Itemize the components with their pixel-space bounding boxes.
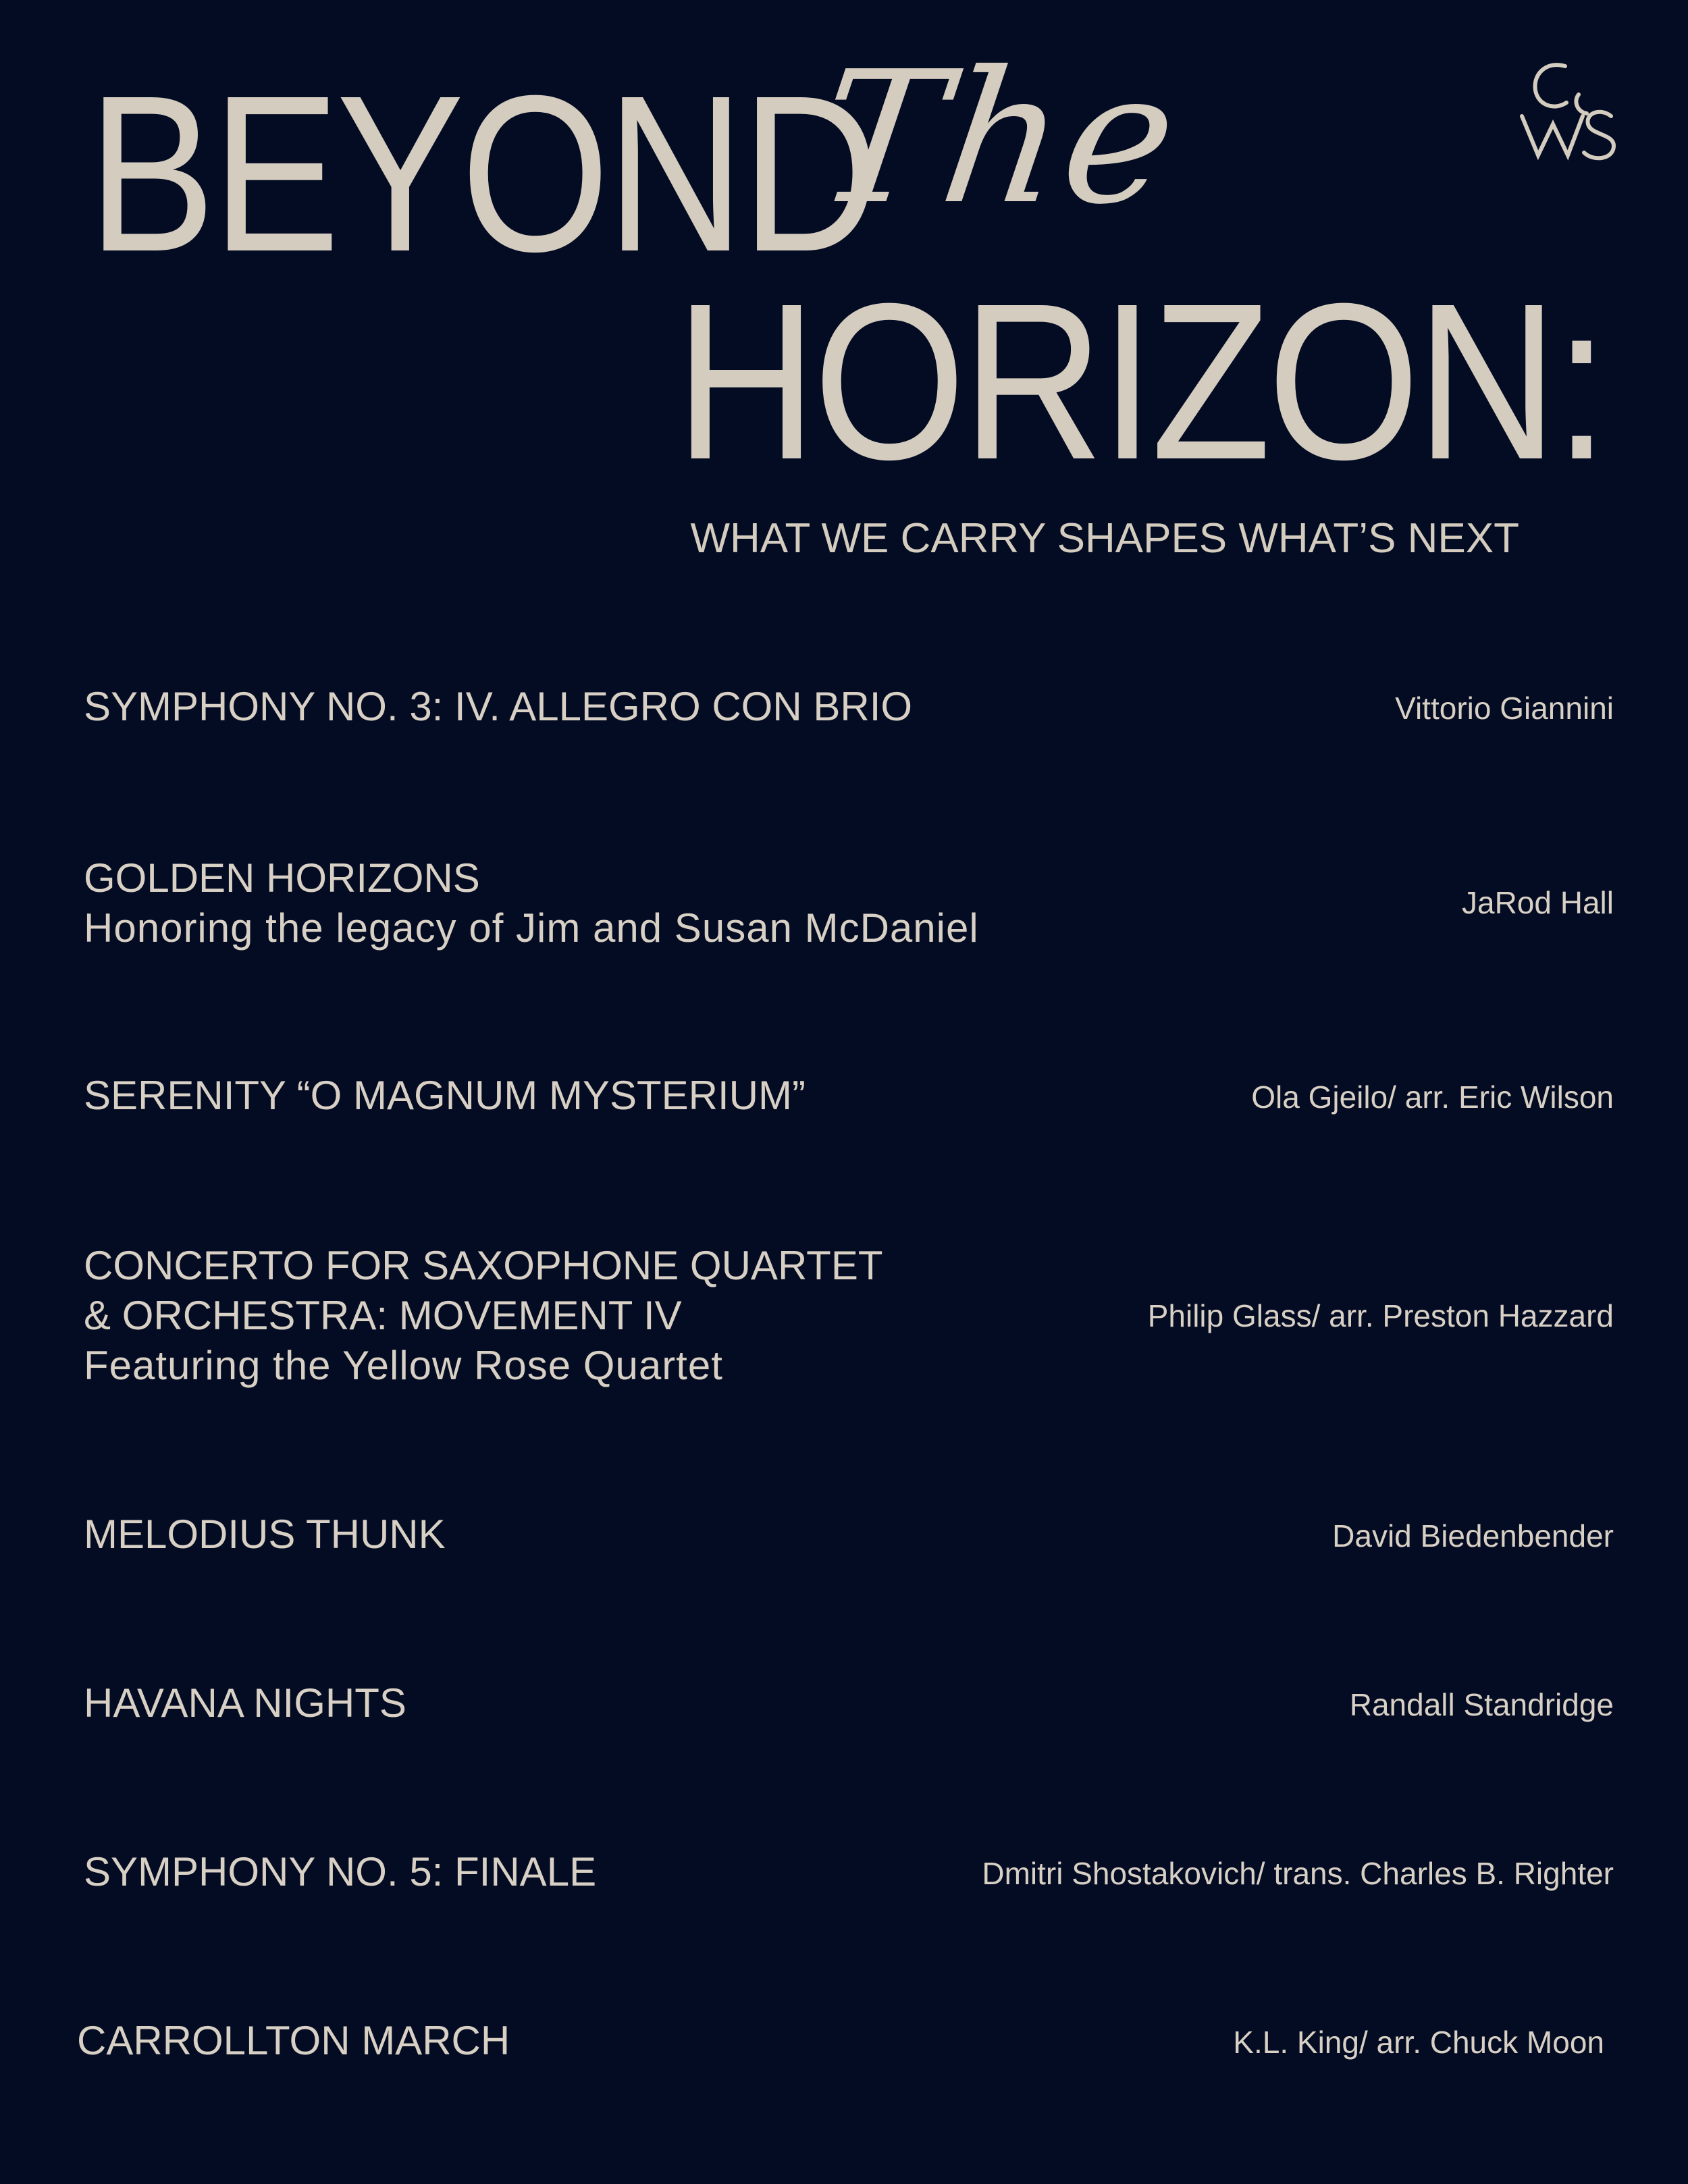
piece-title-block: [84, 853, 979, 953]
title-script-the: The: [806, 32, 1191, 244]
piece-title: GOLDEN HORIZONS: [84, 855, 480, 901]
piece-composer: Ola Gjeilo/ arr. Eric Wilson: [1251, 1080, 1614, 1115]
tagline: WHAT WE CARRY SHAPES WHAT’S NEXT: [690, 515, 1519, 562]
piece-title-block: [84, 1071, 806, 1121]
piece-title: HAVANA NIGHTS: [84, 1680, 406, 1726]
title-beyond: BEYOND: [88, 49, 876, 298]
piece-composer: Vittorio Giannini: [1395, 691, 1614, 726]
piece-title: SERENITY “O MAGNUM MYSTERIUM”: [84, 1073, 806, 1118]
piece-composer: Dmitri Shostakovich/ trans. Charles B. Righter: [982, 1856, 1614, 1891]
piece-composer: K.L. King/ arr. Chuck Moon: [1233, 2025, 1604, 2060]
piece-composer: Randall Standridge: [1349, 1687, 1614, 1722]
piece-title: SYMPHONY NO. 3: IV. ALLEGRO CON BRIO: [84, 684, 913, 729]
piece-title: CONCERTO FOR SAXOPHONE QUARTET: [84, 1243, 883, 1288]
piece-composer: David Biedenbender: [1332, 1518, 1614, 1553]
piece-title-block: [84, 1241, 883, 1391]
cws-monogram-icon: [1512, 54, 1620, 162]
piece-title: MELODIUS THUNK: [84, 1512, 446, 1557]
piece-title-block: [84, 1678, 406, 1728]
piece-dedication: Honoring the legacy of Jim and Susan McDaniel: [84, 905, 979, 951]
piece-title-block: [84, 682, 912, 732]
title-horizon: HORIZON:: [675, 257, 1606, 506]
piece-title-block: [77, 2016, 510, 2066]
piece-composer: JaRod Hall: [1462, 885, 1614, 920]
piece-composer: Philip Glass/ arr. Preston Hazzard: [1147, 1298, 1614, 1333]
piece-title: CARROLLTON MARCH: [77, 2018, 510, 2063]
piece-title-block: [84, 1847, 596, 1897]
piece-dedication: Featuring the Yellow Rose Quartet: [84, 1343, 723, 1388]
piece-title: SYMPHONY NO. 5: FINALE: [84, 1849, 597, 1894]
piece-title: & ORCHESTRA: MOVEMENT IV: [84, 1293, 682, 1338]
piece-title-block: [84, 1510, 446, 1560]
